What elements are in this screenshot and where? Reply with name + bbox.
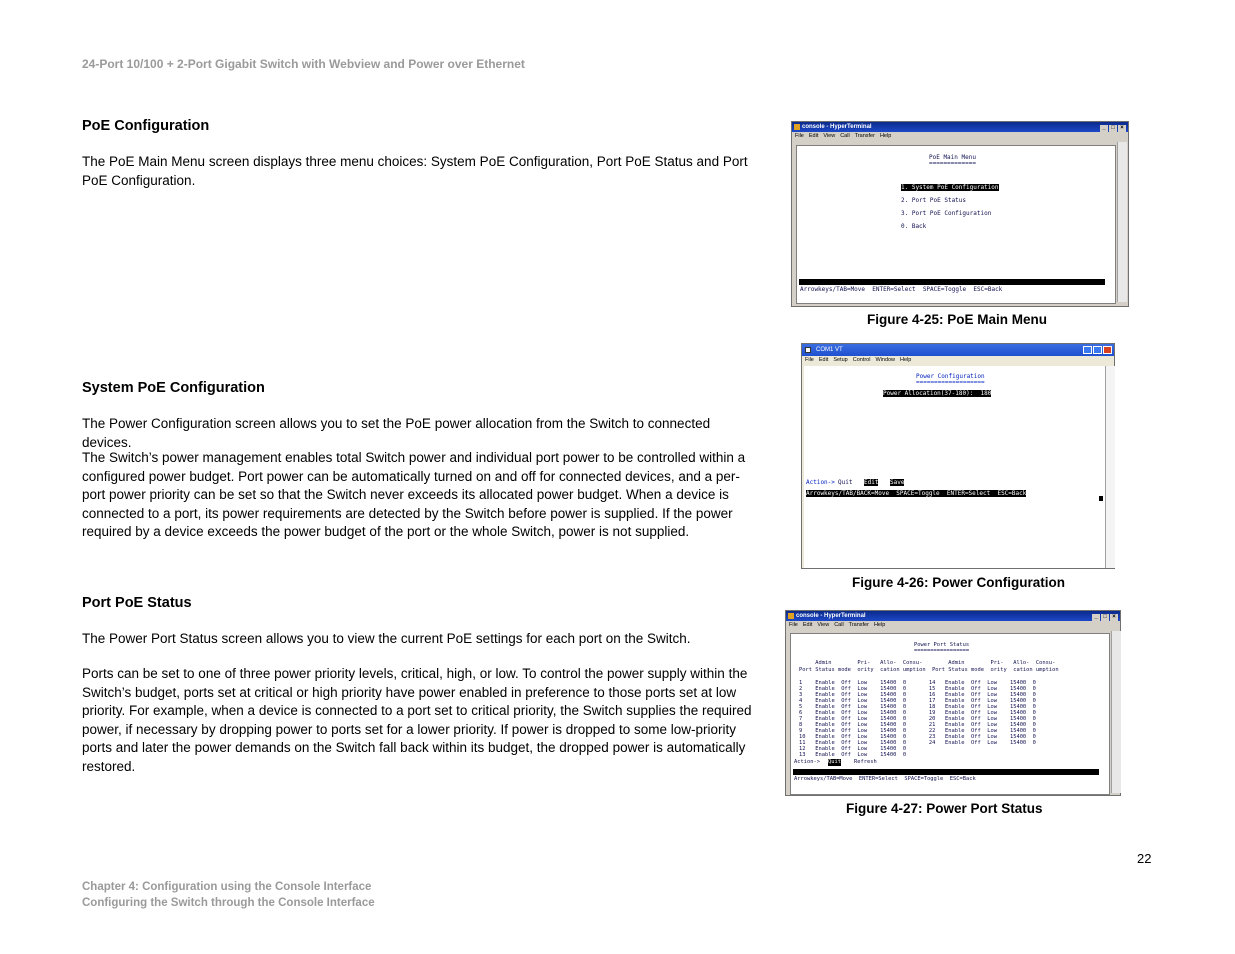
terminal-title: Power Configuration [916,373,985,380]
table-row: 10 Enable Off Low 15400 0 23 Enable Off Low 15400 0 [799,734,1036,740]
window-buttons [1099,123,1126,133]
action-edit: Edit [864,479,879,486]
menu-edit: Edit [802,622,813,628]
status-bar-line [799,279,1105,285]
figure-caption-27: Figure 4-27: Power Port Status [846,801,1043,816]
table-row: 3 Enable Off Low 15400 0 16 Enable Off Low 15400 0 [799,692,1036,698]
menu-call: Call [834,622,844,628]
table-row: 7 Enable Off Low 15400 0 20 Enable Off Low 15400 0 [799,716,1036,722]
action-quit: Quit [828,759,841,765]
cursor-block [1099,496,1103,501]
menu-option-system-poe: 1. System PoE Configuration [901,184,999,191]
menu-option-port-poe-status: 2. Port PoE Status [901,197,967,204]
window-title: console - HyperTerminal [796,613,866,619]
action-save: Save [890,479,905,486]
menu-edit: Edit [818,357,829,363]
action-label: Action-> [794,759,820,765]
minimize-icon: _ [1100,125,1108,132]
terminal-screen [790,633,1110,795]
maximize-icon: □ [1109,125,1117,132]
paragraph-power-management: The Switch’s power management enables total Switch power and individual port power to be controlled within a configured power budget. Port power can be automatically turned on and off for connected devices, and a per-port power priority can be set so that the Switch never exceeds its allocated power budget. When a device is connected to a port, its power requirements are detected by the Switch before power is supplied. If the power required by a device exceeds the power budget of the port or the whole Switch, power is not supplied. [82,450,746,539]
footer-section: Configuring the Switch through the Console Interface [82,897,375,909]
terminal-hint: Arrowkeys/TAB=Move ENTER=Select SPACE=Toggle ESC=Back [794,776,976,782]
menu-setup: Setup [833,357,848,363]
action-quit: Quit [838,479,853,486]
menu-help: Help [900,357,912,363]
window-menubar [786,621,1120,630]
paragraph-power-priority: Ports can be set to one of three power priority levels, critical, high, or low. To control the power supply within the Switch’s budget, ports set at critical or high priority have power enabled in preference to those ports set at low priority. For example, when a device is connected to a port set to critical priority, the Switch supplies the required power, if necessary by dropping power to ports set for a lower priority. If power is dropped to some low-priority ports and later the power demands on the Switch fall back within its budget, the dropped power is automatically restored. [82,666,752,774]
table-row: 6 Enable Off Low 15400 0 19 Enable Off Low 15400 0 [799,710,1036,716]
menu-transfer: Transfer [854,133,875,139]
table-row: 1 Enable Off Low 15400 0 14 Enable Off Low 15400 0 [799,680,1036,686]
figure-caption-26: Figure 4-26: Power Configuration [852,575,1066,590]
terminal-hint: Arrowkeys/TAB/BACK=Move SPACE=Toggle ENTER=Select ESC=Back [806,490,1027,497]
paragraph-poe-main-menu: The PoE Main Menu screen displays three menu choices: System PoE Configuration, Port PoE Status and Port PoE Configuration. [82,154,748,188]
vertical-scrollbar [1117,142,1127,302]
table-header-row-1: Admin Pri- Allo- Consu- Admin Pri- Allo- Consu- [799,660,1056,666]
section-title-port-poe-status: Port PoE Status [82,595,192,611]
menu-edit: Edit [808,133,819,139]
close-icon: × [1118,125,1126,132]
menu-view: View [817,622,830,628]
minimize-icon [1083,346,1092,354]
table-row: 11 Enable Off Low 15400 0 24 Enable Off Low 15400 0 [799,740,1036,746]
app-icon [805,347,811,353]
menu-help: Help [873,622,886,628]
section-title-system-poe-configuration: System PoE Configuration [82,380,265,396]
running-header: 24-Port 10/100 + 2-Port Gigabit Switch with Webview and Power over Ethernet [82,57,525,71]
terminal-underline: ============= [929,160,976,167]
figure-caption-25: Figure 4-25: PoE Main Menu [867,312,1048,327]
table-row: 2 Enable Off Low 15400 0 15 Enable Off Low 15400 0 [799,686,1036,692]
table-row: 13 Enable Off Low 15400 0 [799,752,907,758]
minimize-icon: _ [1092,614,1100,621]
footer-chapter: Chapter 4: Configuration using the Console Interface [82,881,372,893]
window-buttons [1082,346,1112,359]
menu-file: File [795,133,804,139]
close-icon: × [1110,614,1118,621]
menu-option-back: 0. Back [901,223,927,230]
figure-power-configuration-screenshot [801,343,1115,569]
menu-window: Window [875,357,896,363]
window-title: COM1 VT [816,347,843,353]
menu-control: Control [852,357,871,363]
menu-call: Call [840,133,850,139]
power-allocation-field: Power Allocation(37-180): 180 [883,390,992,397]
action-refresh: Refresh [854,759,877,765]
table-row: 9 Enable Off Low 15400 0 22 Enable Off Low 15400 0 [799,728,1036,734]
window-menubar [802,356,1114,365]
menu-option-port-poe-config: 3. Port PoE Configuration [901,210,992,217]
menu-help: Help [879,133,892,139]
action-label: Action-> [806,479,835,486]
paragraph-power-port-status-intro: The Power Port Status screen allows you to view the current PoE settings for each port on the Switch. [82,631,691,646]
vertical-scrollbar [1111,631,1121,793]
section-title-poe-configuration: PoE Configuration [82,118,210,134]
table-row: 8 Enable Off Low 15400 0 21 Enable Off Low 15400 0 [799,722,1036,728]
figure-power-port-status-screenshot [785,610,1121,796]
window-titlebar [786,611,1120,621]
table-row: 4 Enable Off Low 15400 0 17 Enable Off Low 15400 0 [799,698,1036,704]
menu-file: File [805,357,814,363]
window-title: console - HyperTerminal [802,124,872,130]
app-icon [794,124,800,130]
menu-view: View [823,133,836,139]
terminal-title: Power Port Status [914,642,970,648]
terminal-screen [804,366,1105,568]
close-icon [1103,346,1112,354]
vertical-scrollbar [1105,366,1115,568]
page-number: 22 [1137,851,1152,866]
maximize-icon: □ [1101,614,1109,621]
table-header-row-2: Port Status mode ority cation umption Port Status mode ority cation umption [799,667,1059,673]
maximize-icon [1093,346,1102,354]
table-row: 12 Enable Off Low 15400 0 [799,746,907,752]
terminal-underline: ================= [914,648,970,654]
app-icon [788,613,794,619]
terminal-title: PoE Main Menu [929,154,976,161]
menu-transfer: Transfer [848,622,869,628]
terminal-hint: Arrowkeys/TAB=Move ENTER=Select SPACE=Toggle ESC=Back [800,286,1003,293]
status-bar-line [793,769,1099,775]
terminal-underline: =================== [916,379,985,386]
menu-file: File [789,622,798,628]
paragraph-power-configuration-intro: The Power Configuration screen allows you to set the PoE power allocation from the Switch to connected devices. [82,416,711,450]
figure-poe-main-menu-screenshot [791,121,1129,307]
terminal-screen [796,145,1116,304]
window-titlebar [802,344,1114,356]
window-menubar [792,132,1128,141]
table-row: 5 Enable Off Low 15400 0 18 Enable Off Low 15400 0 [799,704,1036,710]
window-buttons [1091,612,1118,622]
window-titlebar [792,122,1128,132]
